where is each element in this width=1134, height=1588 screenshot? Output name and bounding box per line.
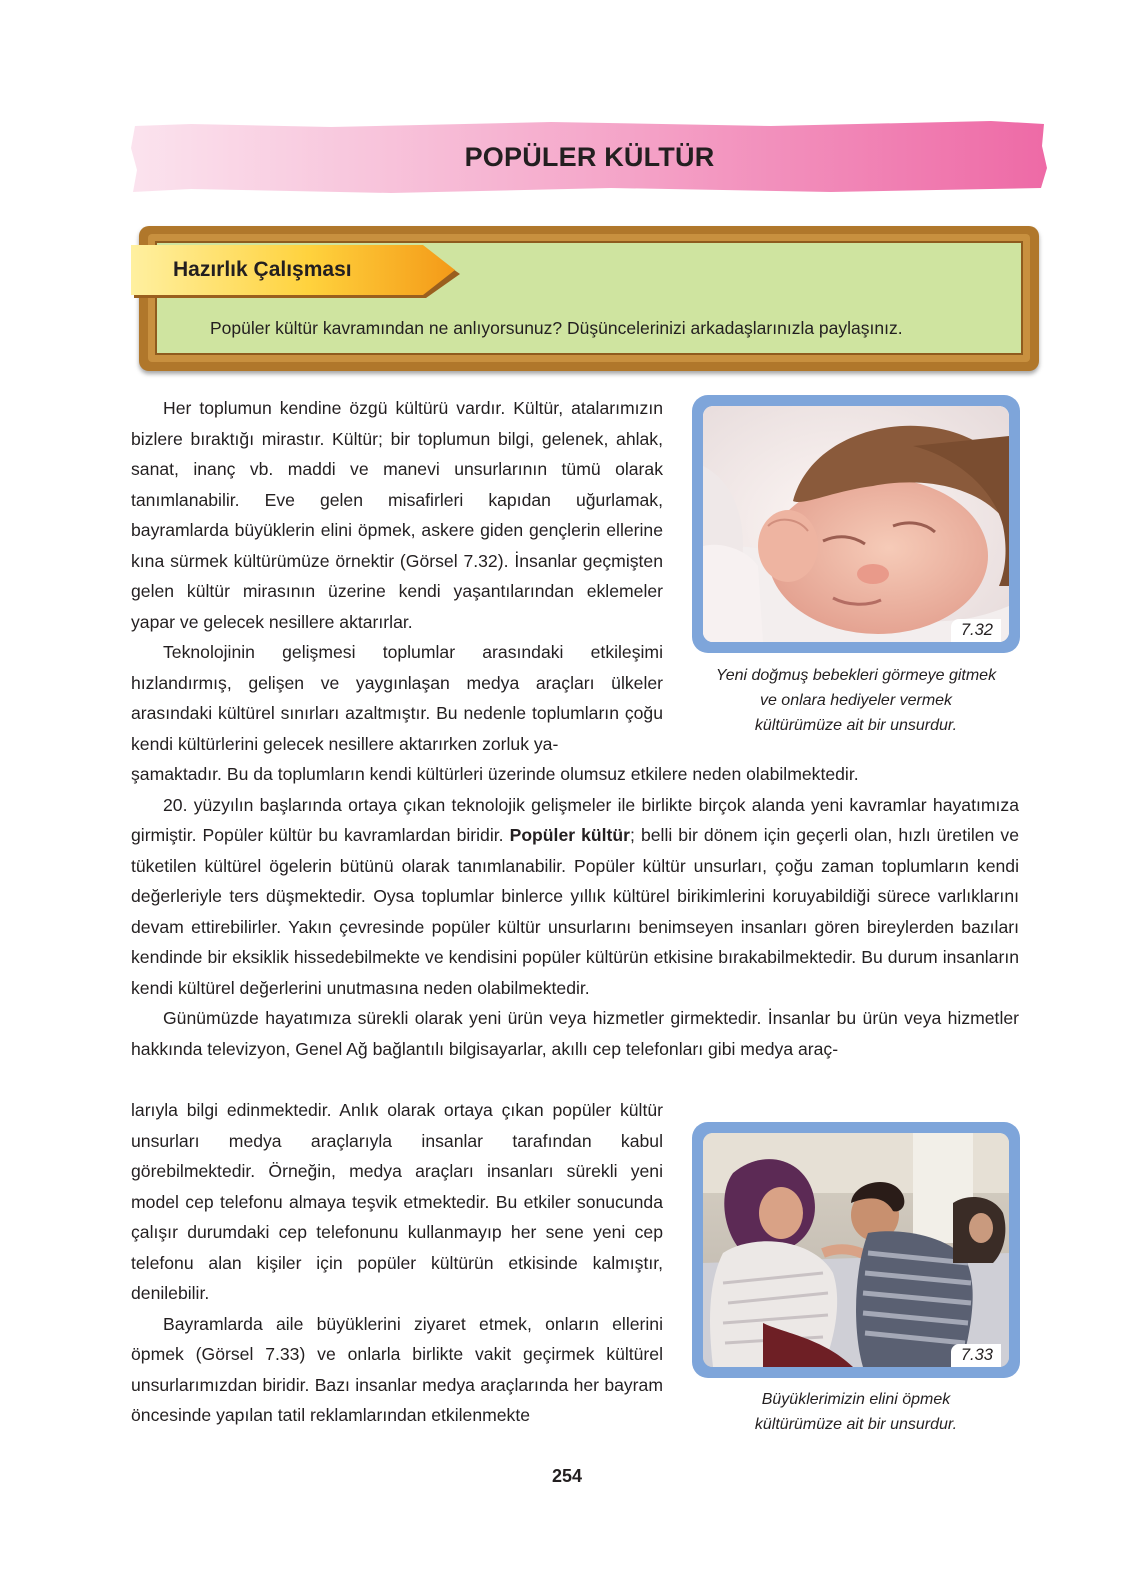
preparation-tab <box>131 245 461 299</box>
figure-7-33-caption <box>692 1387 1020 1437</box>
grandmother-and-boy-image <box>703 1133 1009 1367</box>
figure-7-32-label: 7.32 <box>951 619 1001 642</box>
paragraph-3-text-end: ; belli bir dönem için geçerli olan, hızlı üretilen ve tüketilen kültürel ögelerin bütünü olarak tanımlanabilir. Popüler kültür unsurları, çoğu zaman toplumların kendi değerleriyle ters düşmektedir. Oysa toplumlar binlerce yıllık kültürel birikimlerini koruyabildiği sürece varlıklarını devam ettirebilirler. Yakın çevresinde popüler kültür unsurlarını benimseyen insanları gören bireylerden bazıları kendinde bir eksiklik hissedebilmekte ve kendisini popüler kültürün etkisine bırakabilmektedir. Bu durum insanların kendi kültürel değerlerini unutmasına neden olabilmektedir. <box>131 825 1019 998</box>
title-band <box>131 118 1048 196</box>
figure-7-32-photo <box>703 406 1009 642</box>
paragraph-2-part-2: şamaktadır. Bu da toplumların kendi kültürleri üzerinde olumsuz etkilere neden olabilmektedir. <box>131 764 859 784</box>
figure-7-33-label: 7.33 <box>951 1344 1001 1367</box>
body-column-top <box>131 393 663 759</box>
paragraph-3 <box>131 790 1019 1004</box>
caption-line: kültürümüze ait bir unsurdur. <box>754 1416 958 1433</box>
paragraph-3-text-start: 20. yüzyılın başlarında ortaya çıkan teknolojik gelişmeler ile birlikte birçok alanda yeni kavramlar hayatımıza girmiştir. Popüler kültür bu kavramlardan biridir. <box>131 794 1019 845</box>
paragraph-4-part-1: Günümüzde hayatımıza sürekli olarak yeni ürün veya hizmetler girmektedir. İnsanlar bu ürün veya hizmetler hakkında televizyon, Genel Ağ bağlantılı bilgisayarlar, akıllı cep telefonları gibi medya araç- <box>131 1008 1019 1059</box>
paragraph-5: Bayramlarda aile büyüklerini ziyaret etmek, onların ellerini öpmek (Görsel 7.33) ve onlarla birlikte vakit geçirmek kültürel unsurlarımızdan biridir. Bazı insanlar medya araçlarında her bayram öncesinde yapılan tatil reklamlarından etkilenmekte <box>131 1313 663 1425</box>
figure-7-33-frame <box>692 1122 1020 1378</box>
figure-7-32-caption <box>692 663 1020 738</box>
page-number: 254 <box>551 1466 583 1486</box>
paragraph-2-part-1: Teknolojinin gelişmesi toplumlar arasındaki etkileşimi hızlandırmış, gelişen ve yaygınlaşan medya araçları ülkeler arasındaki kültürel sınırları azaltmıştır. Bu nedenle toplumların çoğu kendi kültürlerini gelecek nesillere aktarırken zorluk ya- <box>131 642 663 754</box>
page-title: POPÜLER KÜLTÜR <box>464 141 715 172</box>
figure-7-32-frame <box>692 395 1020 653</box>
figure-7-33-photo <box>703 1133 1009 1367</box>
preparation-heading: Hazırlık Çalışması <box>173 258 352 281</box>
popular-culture-term: Popüler kültür <box>509 825 631 845</box>
caption-line: ve onlara hediyeler vermek <box>759 692 953 709</box>
newborn-baby-image <box>703 406 1009 642</box>
preparation-question: Popüler kültür kavramından ne anlıyorsunuz? Düşüncelerinizi arkadaşlarınızla paylaşınız. <box>210 318 903 338</box>
paragraph-4-part-2: larıyla bilgi edinmektedir. Anlık olarak ortaya çıkan popüler kültür unsurları medya araçlarıyla insanlar tarafından kabul görebilmektedir. Örneğin, medya araçları insanları sürekli yeni model cep telefonu almaya teşvik etmektedir. Bu etkiler sonucunda çalışır durumdaki cep telefonunu kullanmayıp her sene yeni cep telefonu alan kişiler için popüler kültürün etkisinde kalmıştır, denilebilir. <box>131 1100 663 1303</box>
body-column-bottom <box>131 1095 663 1431</box>
caption-line: kültürümüze ait bir unsurdur. <box>754 717 958 734</box>
body-column-middle <box>131 759 1019 1064</box>
paragraph-1: Her toplumun kendine özgü kültürü vardır. Kültür, atalarımızın bizlere bıraktığı mirastır. Kültür; bir toplumun bilgi, gelenek, ahlak, sanat, inanç vb. maddi ve manevi unsurlarının tümü olarak tanımlanabilir. Eve gelen misafirleri kapıdan uğurlamak, bayramlarda büyüklerin elini öpmek, askere giden gençlerin ellerine kına sürmek kültürümüze örnektir (Görsel 7.32). İnsanlar geçmişten gelen kültür mirasının üzerine kendi yaşantılarından eklemeler yapar ve gelecek nesillere aktarırlar. <box>131 398 663 632</box>
caption-line: Yeni doğmuş bebekleri görmeye gitmek <box>715 667 997 684</box>
caption-line: Büyüklerimizin elini öpmek <box>761 1391 951 1408</box>
